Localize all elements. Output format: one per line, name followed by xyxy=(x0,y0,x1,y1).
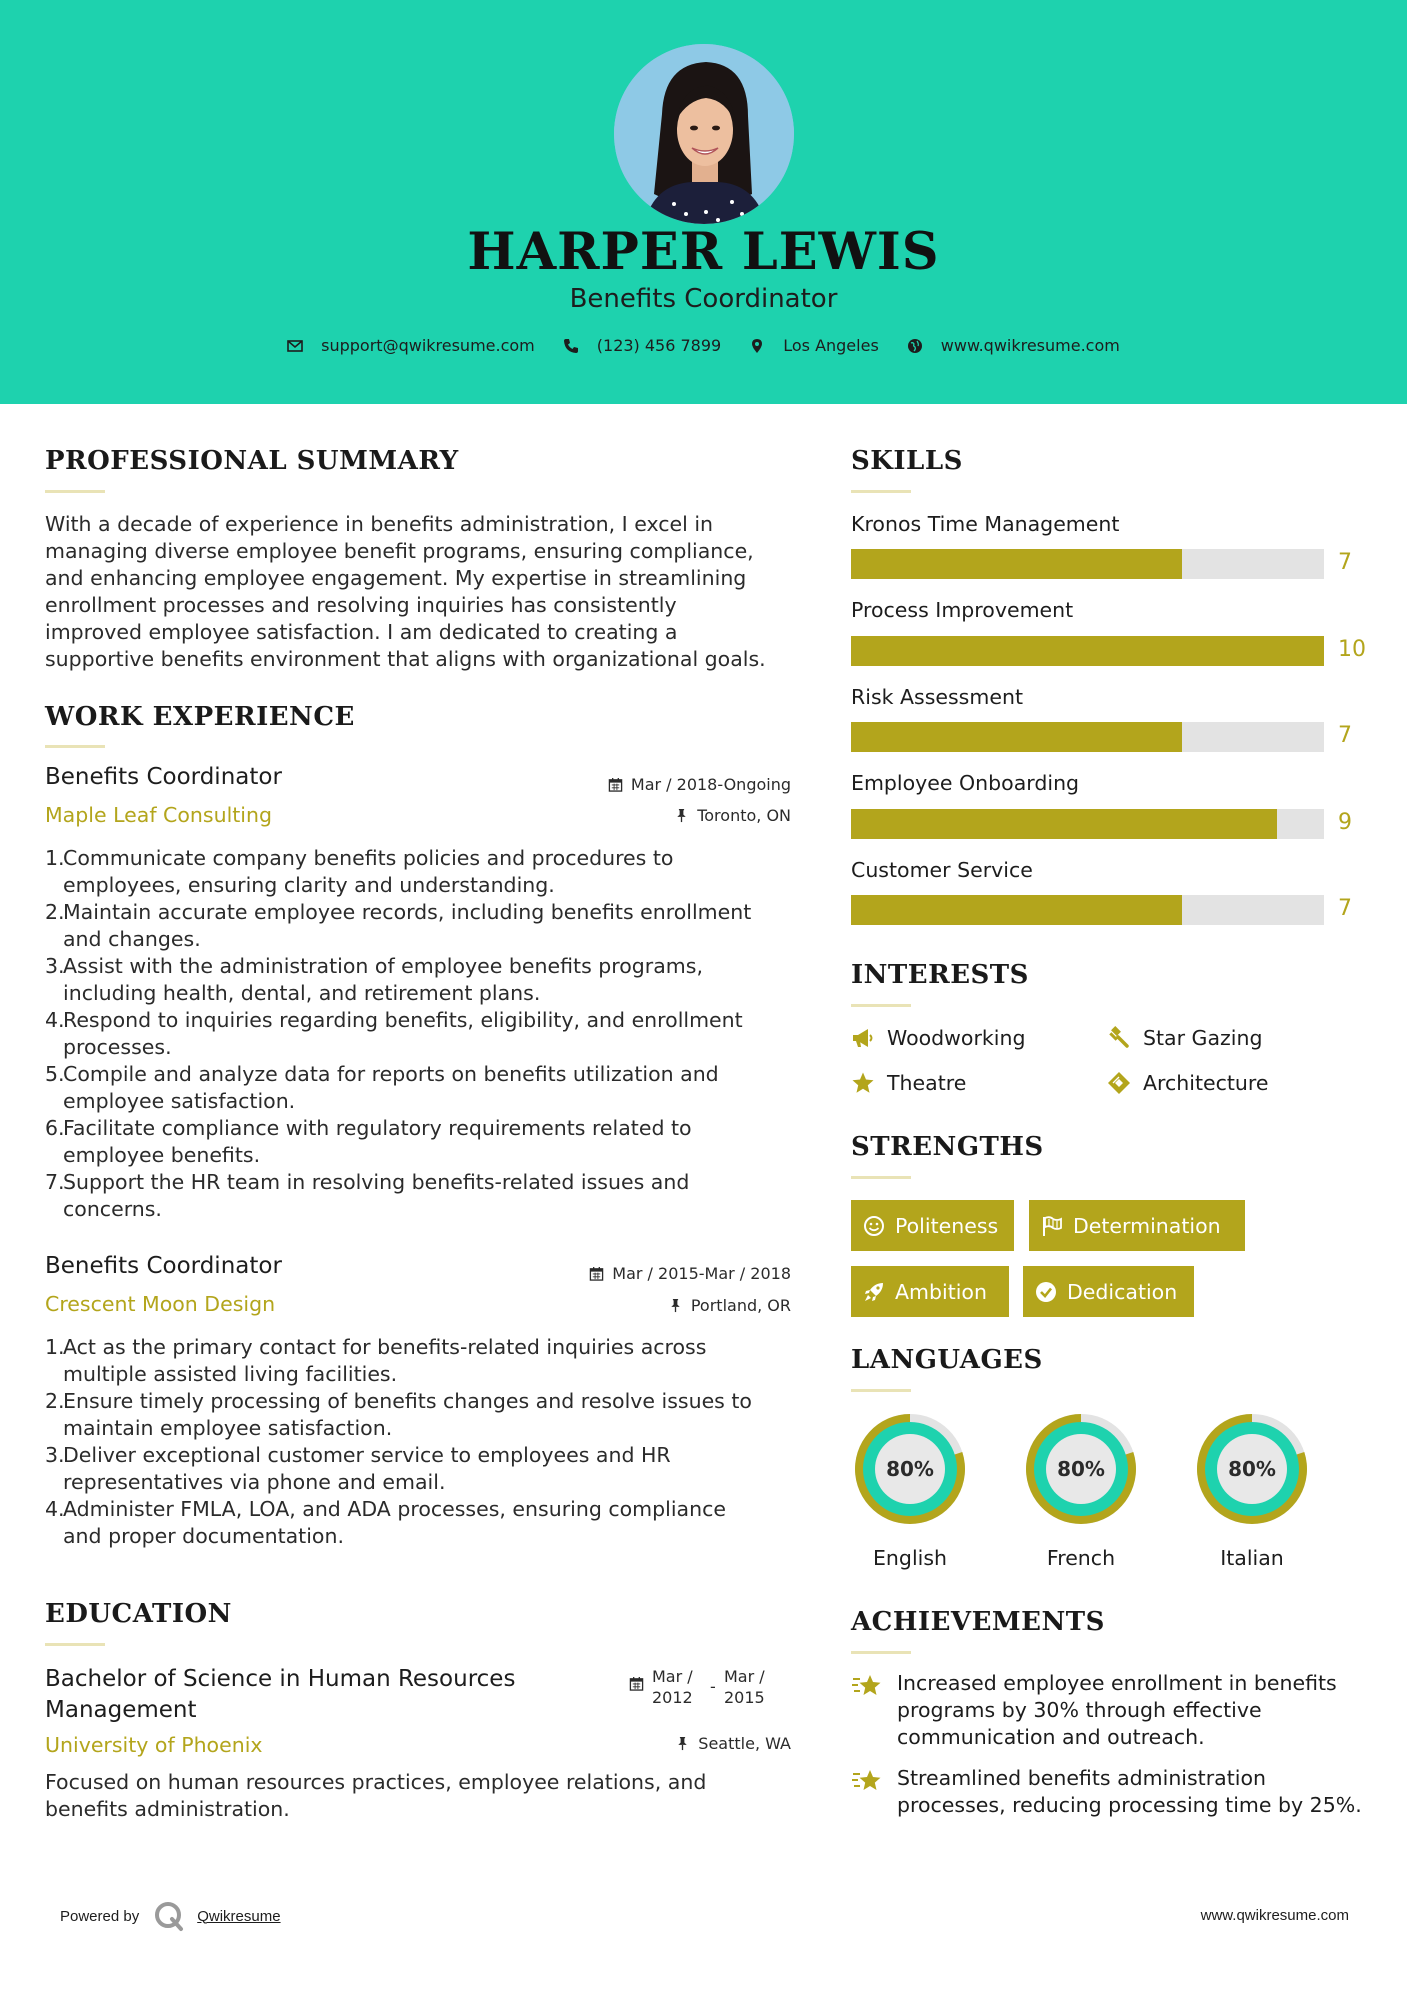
summary-heading-rule xyxy=(45,490,105,493)
skill-value: 7 xyxy=(1338,723,1352,748)
education-end-year: 2015 xyxy=(724,1688,765,1707)
gauge-percent: 80% xyxy=(1057,1457,1105,1481)
job-duties-list xyxy=(45,845,785,1223)
language-gauge-graphic xyxy=(1191,1408,1313,1530)
work-heading: WORK EXPERIENCE xyxy=(45,702,355,732)
skill-bar xyxy=(851,809,1324,839)
skill-bar-fill xyxy=(851,549,1182,579)
education-description-line: benefits administration. xyxy=(45,1797,290,1821)
footer-website[interactable]: www.qwikresume.com xyxy=(1200,1907,1349,1924)
summary-line: improved employee satisfaction. I am dedicated to creating a xyxy=(45,620,678,644)
contact-website-text: www.qwikresume.com xyxy=(940,336,1120,355)
job-title: Benefits Coordinator xyxy=(45,1253,282,1279)
interest-label: Theatre xyxy=(887,1071,967,1095)
language-gauge-graphic xyxy=(1020,1408,1142,1530)
interests-heading-rule xyxy=(851,1004,911,1007)
education-location xyxy=(675,1734,791,1753)
achievement-line: communication and outreach. xyxy=(897,1725,1205,1749)
achievements-heading-rule xyxy=(851,1651,911,1654)
skill-name: Customer Service xyxy=(851,858,1033,882)
language-name: Italian xyxy=(1220,1546,1284,1570)
work-heading-rule xyxy=(45,745,105,748)
gavel-icon xyxy=(1107,1026,1131,1050)
list-item: 1. Act as the primary contact for benefits-related inquiries across multiple assisted living facilities. xyxy=(45,1335,707,1386)
achievement-line: programs by 30% through effective xyxy=(897,1698,1262,1722)
language-gauge xyxy=(1020,1408,1142,1530)
interest-item xyxy=(851,1071,966,1095)
achievement-line: Increased employee enrollment in benefits xyxy=(897,1671,1337,1695)
interest-label: Star Gazing xyxy=(1143,1026,1263,1050)
education-heading: EDUCATION xyxy=(45,1599,232,1629)
list-item: 2. Ensure timely processing of benefits changes and resolve issues to maintain employee satisfaction. xyxy=(45,1389,752,1440)
skill-value: 10 xyxy=(1338,637,1366,662)
strength-badge xyxy=(1029,1200,1245,1251)
envelope-icon xyxy=(287,338,303,354)
strength-badge xyxy=(851,1200,1014,1251)
degree-title xyxy=(45,1664,515,1726)
candidate-name: HARPER LEWIS xyxy=(467,222,940,282)
job-date xyxy=(589,1264,791,1283)
globe-icon xyxy=(907,338,923,354)
summary-line: managing diverse employee benefit programs, ensuring compliance, xyxy=(45,539,754,563)
skill-value: 7 xyxy=(1338,550,1352,575)
list-item: 3. Deliver exceptional customer service to employees and HR representatives via phone and email. xyxy=(45,1443,671,1494)
education-description-line: Focused on human resources practices, employee relations, and xyxy=(45,1770,707,1794)
education-dates xyxy=(629,1666,765,1708)
list-item: 1. Communicate company benefits policies and procedures to employees, ensuring clarity and understanding. xyxy=(45,846,674,897)
powered-by xyxy=(60,1900,281,1932)
skills-heading-rule xyxy=(851,490,911,493)
company-name: Crescent Moon Design xyxy=(45,1292,276,1316)
job-date xyxy=(608,775,791,794)
company-name: Maple Leaf Consulting xyxy=(45,803,273,827)
education-start xyxy=(652,1666,710,1708)
education-end xyxy=(724,1666,765,1708)
star-icon xyxy=(851,1071,875,1095)
phone-icon xyxy=(563,338,579,354)
contact-email-text: support@qwikresume.com xyxy=(321,336,535,355)
summary-heading: PROFESSIONAL SUMMARY xyxy=(45,446,459,476)
list-item: 7. Support the HR team in resolving benefits-related issues and concerns. xyxy=(45,1170,690,1221)
candidate-role: Benefits Coordinator xyxy=(569,284,838,314)
skill-bar-fill xyxy=(851,809,1277,839)
language-gauge xyxy=(849,1408,971,1530)
skill-bar-fill xyxy=(851,722,1182,752)
skill-value: 7 xyxy=(1338,896,1352,921)
job-date-text: Mar / 2018-Ongoing xyxy=(630,775,791,794)
contact-location-text: Los Angeles xyxy=(783,336,879,355)
strength-label: Dedication xyxy=(1067,1279,1178,1304)
contact-location xyxy=(749,336,879,355)
summary-line: and enhancing employee engagement. My expertise in streamlining xyxy=(45,566,747,590)
strengths-heading-rule xyxy=(851,1176,911,1179)
gauge-percent: 80% xyxy=(886,1457,934,1481)
pushpin-icon xyxy=(675,1736,690,1751)
list-item: 2. Maintain accurate employee records, including benefits enrollment and changes. xyxy=(45,900,752,951)
language-name: English xyxy=(872,1546,948,1570)
strength-label: Ambition xyxy=(895,1279,987,1304)
list-item: 4. Administer FMLA, LOA, and ADA processes, ensuring compliance and proper documentation. xyxy=(45,1497,726,1548)
list-item: 3. Assist with the administration of employee benefits programs, including health, dental, and retirement plans. xyxy=(45,954,703,1005)
achievement-item xyxy=(851,1670,1371,1751)
skill-name: Kronos Time Management xyxy=(851,512,1120,536)
education-location-text: Seattle, WA xyxy=(698,1734,791,1753)
strength-badge xyxy=(1023,1266,1194,1317)
strength-label: Determination xyxy=(1073,1213,1221,1238)
language-gauge-graphic xyxy=(849,1408,971,1530)
education-description xyxy=(45,1769,805,1823)
education-heading-rule xyxy=(45,1643,105,1646)
school-name: University of Phoenix xyxy=(45,1733,263,1757)
contact-email[interactable] xyxy=(287,336,535,355)
qwikresume-logo-icon xyxy=(153,1900,185,1932)
strength-label: Politeness xyxy=(895,1213,999,1238)
achievement-item xyxy=(851,1765,1371,1819)
skill-bar xyxy=(851,636,1324,666)
flag-icon xyxy=(1041,1215,1063,1237)
resume-header xyxy=(0,0,1407,404)
job-location-text: Toronto, ON xyxy=(697,806,791,825)
contact-bar xyxy=(0,336,1407,355)
star-burst-icon xyxy=(851,1670,883,1702)
summary-line: supportive benefits environment that aligns with organizational goals. xyxy=(45,647,766,671)
skill-bar-fill xyxy=(851,636,1324,666)
education-start-year: 2012 xyxy=(652,1688,693,1707)
contact-website[interactable] xyxy=(907,336,1120,355)
summary-line: enrollment processes and resolving inquiries has consistently xyxy=(45,593,677,617)
smile-icon xyxy=(863,1215,885,1237)
summary-line: With a decade of experience in benefits administration, I excel in xyxy=(45,512,714,536)
calendar-icon xyxy=(608,777,623,792)
skill-value: 9 xyxy=(1338,810,1352,835)
education-end-month: Mar / xyxy=(724,1667,765,1686)
interest-item xyxy=(1107,1071,1269,1095)
degree-line: Bachelor of Science in Human Resources xyxy=(45,1666,516,1692)
check-circle-icon xyxy=(1035,1281,1057,1303)
achievements-heading: ACHIEVEMENTS xyxy=(851,1607,1105,1637)
list-item: 6. Facilitate compliance with regulatory requirements related to employee benefits. xyxy=(45,1116,692,1167)
education-start-month: Mar / xyxy=(652,1667,693,1686)
job-location-text: Portland, OR xyxy=(690,1296,791,1315)
contact-phone[interactable] xyxy=(563,336,721,355)
skill-bar-fill xyxy=(851,895,1182,925)
map-marker-icon xyxy=(749,338,765,354)
rocket-icon xyxy=(863,1281,885,1303)
calendar-icon xyxy=(589,1266,604,1281)
job-date-text: Mar / 2015-Mar / 2018 xyxy=(612,1264,791,1283)
achievement-text xyxy=(897,1670,1337,1751)
interest-label: Woodworking xyxy=(887,1026,1026,1050)
skill-name: Employee Onboarding xyxy=(851,771,1080,795)
ticket-icon xyxy=(1107,1071,1131,1095)
degree-line: Management xyxy=(45,1697,197,1723)
skill-name: Process Improvement xyxy=(851,598,1074,622)
job-title: Benefits Coordinator xyxy=(45,764,282,790)
pushpin-icon xyxy=(674,808,689,823)
interest-item xyxy=(1107,1026,1262,1050)
skill-bar xyxy=(851,722,1324,752)
brand-link[interactable]: Qwikresume xyxy=(197,1907,281,1925)
skills-heading: SKILLS xyxy=(851,446,963,476)
powered-by-label: Powered by xyxy=(60,1907,140,1925)
star-burst-icon xyxy=(851,1765,883,1797)
achievement-line: processes, reducing processing time by 25%. xyxy=(897,1793,1362,1817)
gauge-percent: 80% xyxy=(1228,1457,1276,1481)
contact-phone-text: (123) 456 7899 xyxy=(596,336,722,355)
interests-heading: INTERESTS xyxy=(851,960,1029,990)
strength-badge xyxy=(851,1266,1009,1317)
bullhorn-icon xyxy=(851,1026,875,1050)
date-separator: - xyxy=(710,1677,716,1696)
summary-text xyxy=(45,511,805,673)
job-duties-list xyxy=(45,1334,785,1550)
profile-photo xyxy=(614,44,794,224)
language-gauge xyxy=(1191,1408,1313,1530)
strengths-heading: STRENGTHS xyxy=(851,1132,1044,1162)
languages-heading-rule xyxy=(851,1389,911,1392)
list-item: 4. Respond to inquiries regarding benefits, eligibility, and enrollment processes. xyxy=(45,1008,743,1059)
calendar-icon xyxy=(629,1676,644,1691)
language-name: French xyxy=(1046,1546,1116,1570)
achievement-text xyxy=(897,1765,1362,1819)
list-item: 5. Compile and analyze data for reports on benefits utilization and employee satisfaction. xyxy=(45,1062,719,1113)
job-location xyxy=(674,806,791,825)
pushpin-icon xyxy=(668,1298,683,1313)
interest-label: Architecture xyxy=(1143,1071,1269,1095)
job-location xyxy=(668,1296,791,1315)
skill-bar xyxy=(851,895,1324,925)
skill-bar xyxy=(851,549,1324,579)
interest-item xyxy=(851,1026,1025,1050)
skill-name: Risk Assessment xyxy=(851,685,1023,709)
achievement-line: Streamlined benefits administration xyxy=(897,1766,1266,1790)
languages-heading: LANGUAGES xyxy=(851,1345,1043,1375)
